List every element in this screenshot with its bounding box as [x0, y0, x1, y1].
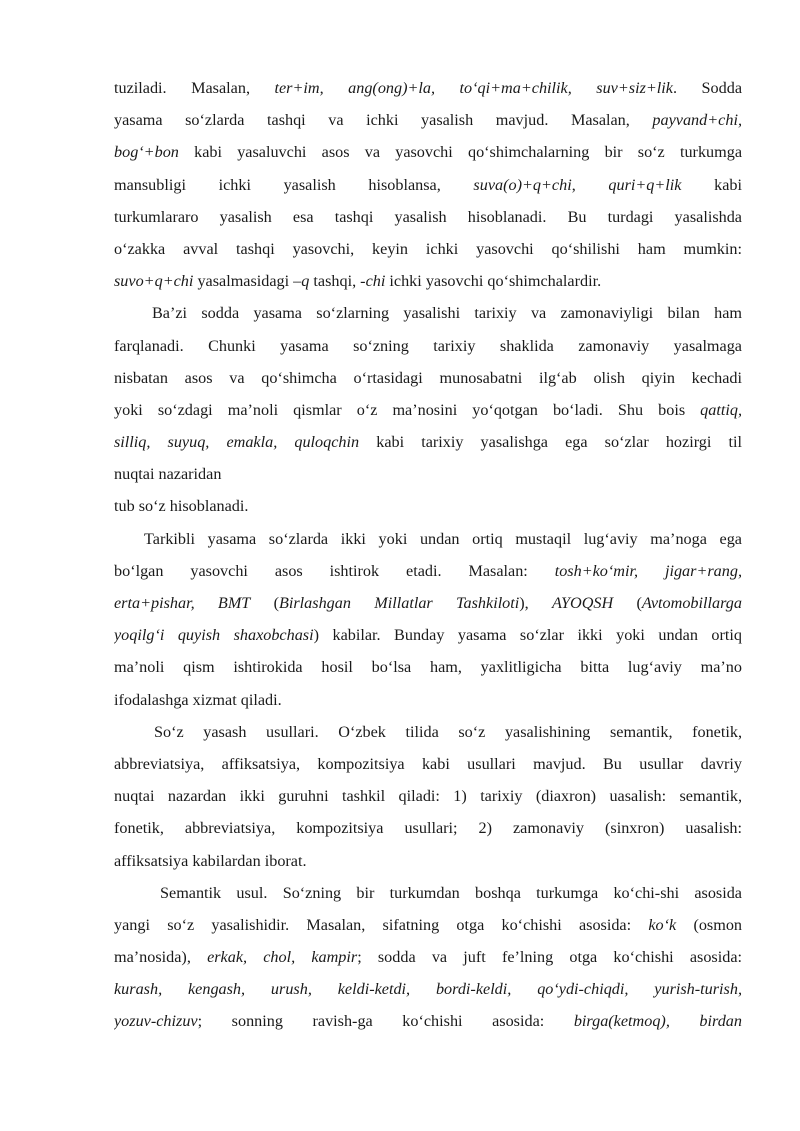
- section-heading-line: So‘z yasash usullari. O‘zbek tilida so‘z yasalishining semantik, fonetik,: [154, 722, 742, 741]
- text-line: nuqtai nazardan ikki guruhni tashkil qiladi: 1) tarixiy (diaxron) uasalish: semantik,: [114, 787, 742, 806]
- italic-term: silliq, suyuq, emakla, quloqchin: [114, 433, 360, 452]
- text-line: o‘zakka avval tashqi yasovchi, keyin ichki yasovchi qo‘shilishi ham mumkin:: [114, 239, 742, 258]
- italic-term: ter+im, ang(ong)+la, to‘qi+ma+chilik, suv+siz+lik: [274, 79, 673, 97]
- italic-term: quri+q+lik: [608, 175, 682, 194]
- italic-term: q: [301, 272, 310, 291]
- paragraph-first-line: Ba’zi sodda yasama so‘zlarning yasalishi tarixiy va zamonaviyligi bilan ham: [152, 304, 742, 323]
- text-line: fonetik, abbreviatsiya, kompozitsiya usullari; 2) zamonaviy (sinxron) uasalish:: [114, 819, 742, 838]
- italic-term: chi: [365, 272, 386, 291]
- text-line: suvo+q+chi yasalmasidagi –q tashqi, -chi ichki yasovchi qo‘shimchalardir.: [114, 272, 602, 291]
- italic-term: Avtomobillarga: [641, 594, 742, 612]
- text-line: erta+pishar, BMT (Birlashgan Millatlar Tashkiloti), AYOQSH (Avtomobillarga: [114, 594, 742, 612]
- italic-term: ko‘k: [648, 915, 677, 934]
- italic-term: bog‘+bon: [114, 143, 179, 162]
- text-line: farqlanadi. Chunki yasama so‘zning tarixiy shaklida zamonaviy yasalmaga: [114, 336, 742, 355]
- italic-term: suvo+q+chi: [114, 272, 194, 291]
- text-line: bo‘lgan yasovchi asos ishtirok etadi. Masalan: tosh+ko‘mir, jigar+rang,: [114, 561, 742, 580]
- text-line: affiksatsiya kabilardan iborat.: [114, 851, 307, 870]
- text-line: silliq, suyuq, emakla, quloqchin kabi tarixiy yasalishga ega so‘zlar hozirgi til: [114, 433, 742, 452]
- text-line: yoki so‘zdagi ma’noli qismlar o‘z ma’nosini yo‘qotgan bo‘ladi. Shu bois qattiq,: [114, 400, 742, 419]
- text-line: mansubligi ichki yasalish hisoblansa, suva(o)+q+chi, quri+q+lik kabi: [114, 175, 742, 194]
- section-heading-line: Semantik usul. So‘zning bir turkumdan boshqa turkumga ko‘chi-shi asosida: [160, 883, 742, 902]
- italic-term: kurash, kengash, urush, keldi-ketdi, bordi-keldi, qo‘ydi-chiqdi, yurish-turish,: [114, 980, 742, 999]
- text-line: yoqilg‘i quyish shaxobchasi) kabilar. Bunday yasama so‘zlar ikki yoki undan ortiq: [114, 626, 742, 645]
- text-line: bog‘+bon kabi yasaluvchi asos va yasovchi qo‘shimchalarning bir so‘z turkumga: [114, 143, 742, 162]
- text-line: ma’noli qism ishtirokida hosil bo‘lsa ham, yaxlitligicha bitta lug‘aviy ma’no: [114, 658, 742, 677]
- text-line: turkumlararo yasalish esa tashqi yasalish hisoblanadi. Bu turdagi yasalishda: [114, 207, 742, 226]
- text-line: ifodalashga xizmat qiladi.: [114, 690, 282, 709]
- italic-term: suva(o)+q+chi: [473, 175, 572, 194]
- italic-term: payvand+chi,: [652, 111, 742, 130]
- text-line: ma’nosida), erkak, chol, kampir; sodda va juft fe’lning otga ko‘chishi asosida:: [114, 948, 742, 967]
- text-line: yasama so‘zlarda tashqi va ichki yasalish mavjud. Masalan, payvand+chi,: [114, 111, 742, 130]
- text-line: yozuv-chizuv; sonning ravish-ga ko‘chishi asosida: birga(ketmoq), birdan: [114, 1012, 742, 1031]
- italic-term: erta+pishar, BMT: [114, 594, 251, 612]
- italic-term: yoqilg‘i quyish shaxobchasi: [114, 626, 314, 645]
- italic-term: yozuv-chizuv: [114, 1012, 198, 1031]
- italic-term: qattiq,: [700, 400, 742, 419]
- text-line: nisbatan asos va qo‘shimcha o‘rtasidagi munosabatni ilg‘ab olish qiyin kechadi: [114, 368, 742, 387]
- italic-term: tosh+ko‘mir, jigar+rang,: [554, 561, 742, 580]
- text-line: yangi so‘z yasalishidir. Masalan, sifatning otga ko‘chishi asosida: ko‘k (osmon: [114, 915, 742, 934]
- document-page: [114, 72, 742, 1038]
- italic-term: birga(ketmoq), birdan: [573, 1012, 742, 1031]
- text-line: nuqtai nazaridan: [114, 465, 222, 484]
- text-line: tuziladi. Masalan, ter+im, ang(ong)+la, to‘qi+ma+chilik, suv+siz+lik. Sodda: [114, 79, 742, 97]
- italic-term: Birlashgan Millatlar Tashkiloti: [279, 594, 520, 612]
- paragraph-first-line: Tarkibli yasama so‘zlarda ikki yoki undan ortiq mustaqil lug‘aviy ma’noga ega: [144, 529, 742, 548]
- italic-term: erkak, chol, kampir: [207, 948, 358, 967]
- italic-term: AYOQSH: [552, 594, 614, 612]
- text-line: tub so‘z hisoblanadi.: [114, 497, 249, 516]
- text-line: [114, 973, 742, 1005]
- text-line: abbreviatsiya, affiksatsiya, kompozitsiya kabi usullari mavjud. Bu usullar davriy: [114, 754, 742, 773]
